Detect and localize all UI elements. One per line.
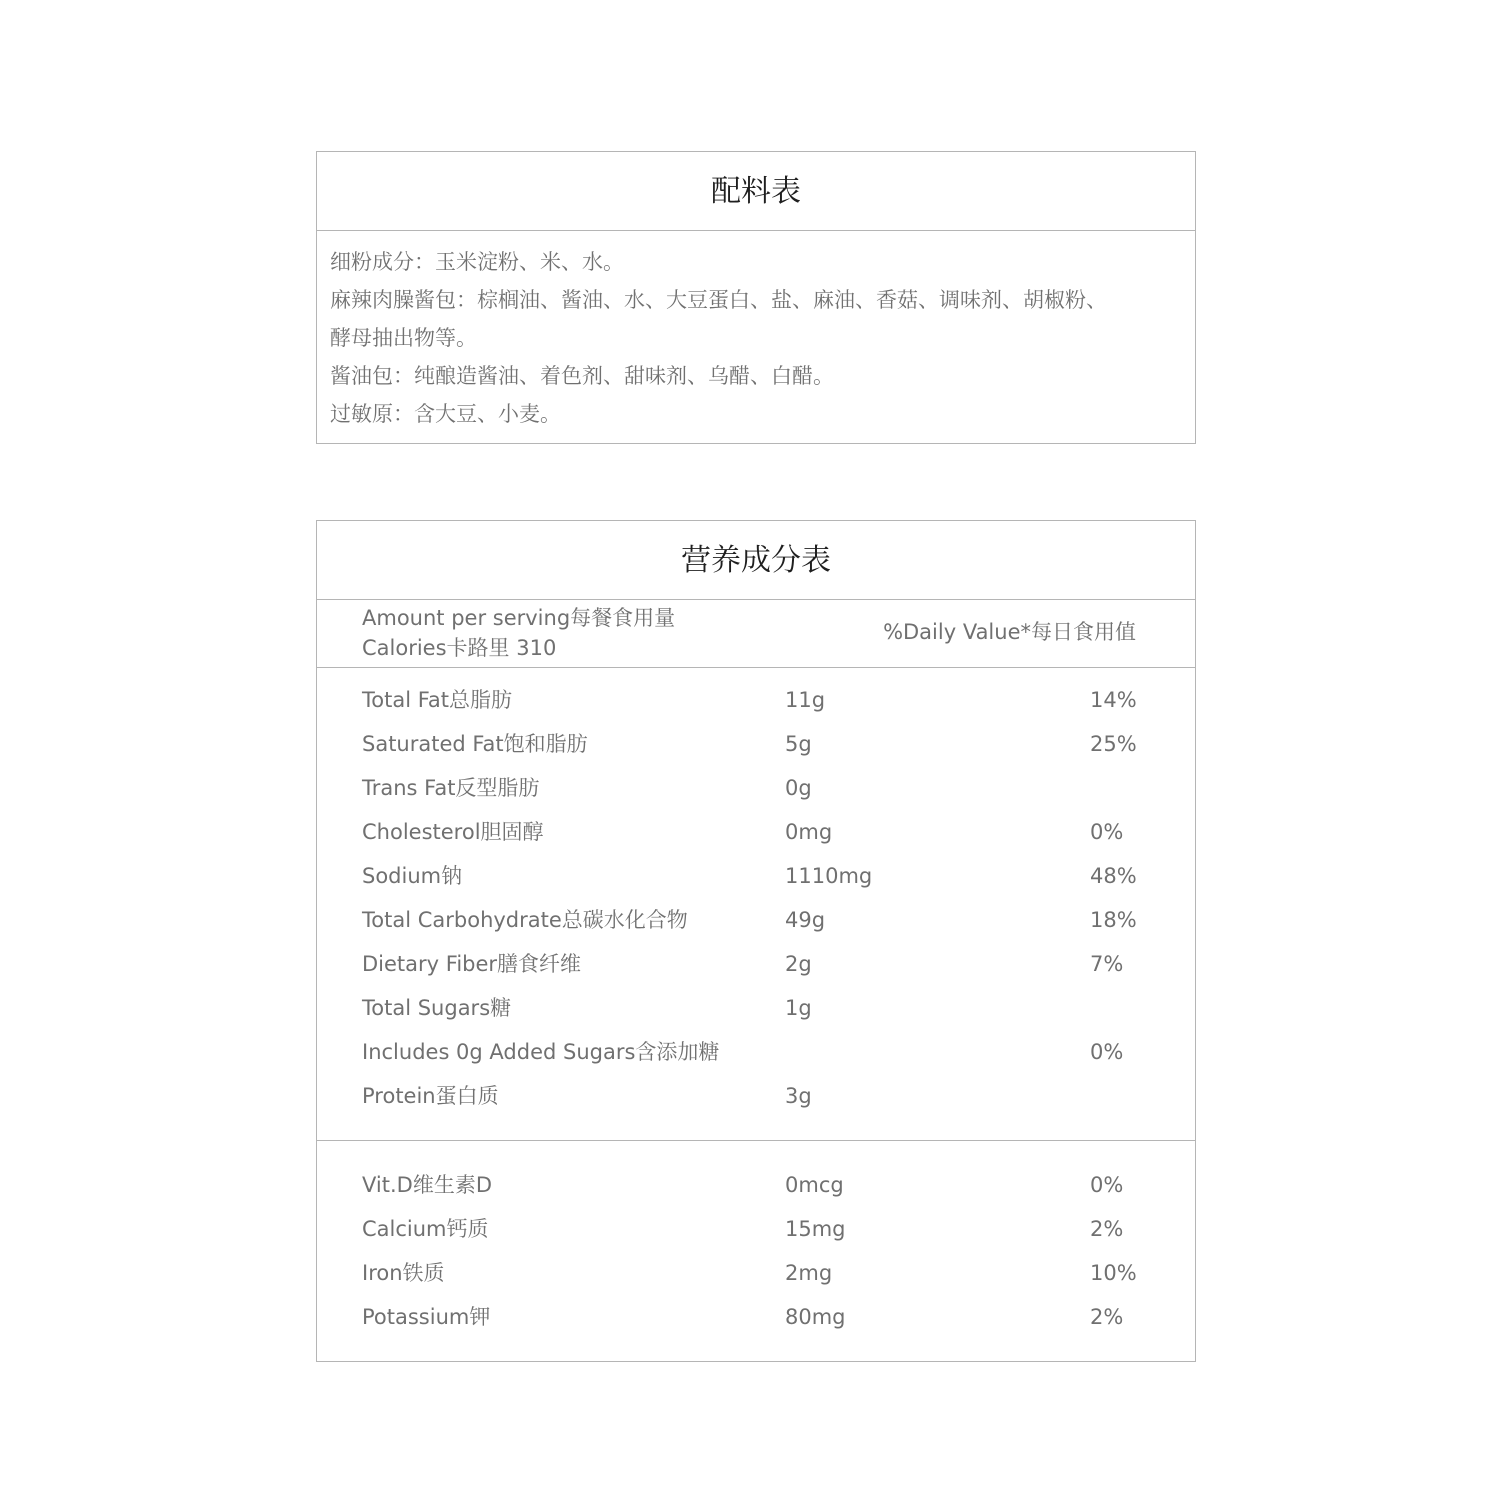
nutrient-row xyxy=(317,898,1195,942)
nutrient-name: Includes 0g Added Sugars含添加糖 xyxy=(362,1040,720,1064)
mineral-row xyxy=(317,1295,1195,1339)
nutrient-daily-value: 25% xyxy=(1090,732,1137,756)
serving-info xyxy=(362,603,675,663)
nutrient-row xyxy=(317,1074,1195,1118)
nutrient-amount: 3g xyxy=(785,1084,812,1108)
ingredient-line: 麻辣肉臊酱包：棕榈油、酱油、水、大豆蛋白、盐、麻油、香菇、调味剂、胡椒粉、 xyxy=(330,288,1107,312)
nutrient-daily-value: 14% xyxy=(1090,688,1137,712)
nutrient-amount: 5g xyxy=(785,732,812,756)
nutrient-row xyxy=(317,678,1195,722)
mineral-row xyxy=(317,1207,1195,1251)
mineral-daily-value: 2% xyxy=(1090,1217,1124,1241)
nutrient-daily-value: 18% xyxy=(1090,908,1137,932)
nutrient-list xyxy=(317,668,1195,1141)
mineral-name: Vit.D维生素D xyxy=(362,1173,492,1197)
nutrient-daily-value: 0% xyxy=(1090,820,1124,844)
ingredient-line: 酱油包：纯酿造酱油、着色剂、甜味剂、乌醋、白醋。 xyxy=(330,364,834,388)
nutrient-name: Sodium钠 xyxy=(362,864,463,888)
ingredients-body xyxy=(317,231,1195,433)
serving-label: Amount per serving每餐食用量 xyxy=(362,606,676,630)
nutrient-amount: 0mg xyxy=(785,820,833,844)
nutrient-daily-value: 48% xyxy=(1090,864,1137,888)
ingredient-line: 过敏原：含大豆、小麦。 xyxy=(330,402,561,426)
daily-value-label: %Daily Value*每日食用值 xyxy=(883,620,1136,644)
nutrient-row xyxy=(317,854,1195,898)
mineral-name: Potassium钾 xyxy=(362,1305,491,1329)
mineral-daily-value: 0% xyxy=(1090,1173,1124,1197)
nutrient-row xyxy=(317,766,1195,810)
nutrition-title: 营养成分表 xyxy=(317,521,1195,600)
nutrient-name: Total Sugars糖 xyxy=(362,996,512,1020)
nutrient-row xyxy=(317,810,1195,854)
nutrient-name: Trans Fat反型脂肪 xyxy=(362,776,540,800)
ingredients-title: 配料表 xyxy=(317,152,1195,231)
nutrient-row xyxy=(317,1030,1195,1074)
mineral-list xyxy=(317,1141,1195,1339)
nutrient-row xyxy=(317,986,1195,1030)
nutrient-amount: 11g xyxy=(785,688,826,712)
nutrient-amount: 1110mg xyxy=(785,864,873,888)
mineral-amount: 0mcg xyxy=(785,1173,844,1197)
nutrient-row xyxy=(317,722,1195,766)
nutrient-amount: 0g xyxy=(785,776,812,800)
calories-label: Calories卡路里 310 xyxy=(362,636,557,660)
mineral-row xyxy=(317,1251,1195,1295)
nutrition-panel xyxy=(316,520,1196,1362)
nutrition-header xyxy=(317,600,1195,668)
mineral-daily-value: 2% xyxy=(1090,1305,1124,1329)
mineral-name: Calcium钙质 xyxy=(362,1217,489,1241)
mineral-name: Iron铁质 xyxy=(362,1261,445,1285)
mineral-amount: 15mg xyxy=(785,1217,846,1241)
ingredient-line: 酵母抽出物等。 xyxy=(330,326,477,350)
nutrient-amount: 2g xyxy=(785,952,812,976)
nutrient-name: Saturated Fat饱和脂肪 xyxy=(362,732,588,756)
nutrient-name: Total Fat总脂肪 xyxy=(362,688,512,712)
nutrient-amount: 49g xyxy=(785,908,826,932)
nutrient-name: Dietary Fiber膳食纤维 xyxy=(362,952,582,976)
mineral-amount: 80mg xyxy=(785,1305,846,1329)
nutrient-daily-value: 0% xyxy=(1090,1040,1124,1064)
ingredients-panel xyxy=(316,151,1196,444)
nutrient-name: Total Carbohydrate总碳水化合物 xyxy=(362,908,688,932)
nutrient-row xyxy=(317,942,1195,986)
ingredient-line: 细粉成分：玉米淀粉、米、水。 xyxy=(330,250,624,274)
mineral-row xyxy=(317,1163,1195,1207)
nutrient-daily-value: 7% xyxy=(1090,952,1124,976)
nutrient-name: Cholesterol胆固醇 xyxy=(362,820,544,844)
mineral-amount: 2mg xyxy=(785,1261,833,1285)
nutrient-amount: 1g xyxy=(785,996,812,1020)
nutrient-name: Protein蛋白质 xyxy=(362,1084,499,1108)
mineral-daily-value: 10% xyxy=(1090,1261,1137,1285)
